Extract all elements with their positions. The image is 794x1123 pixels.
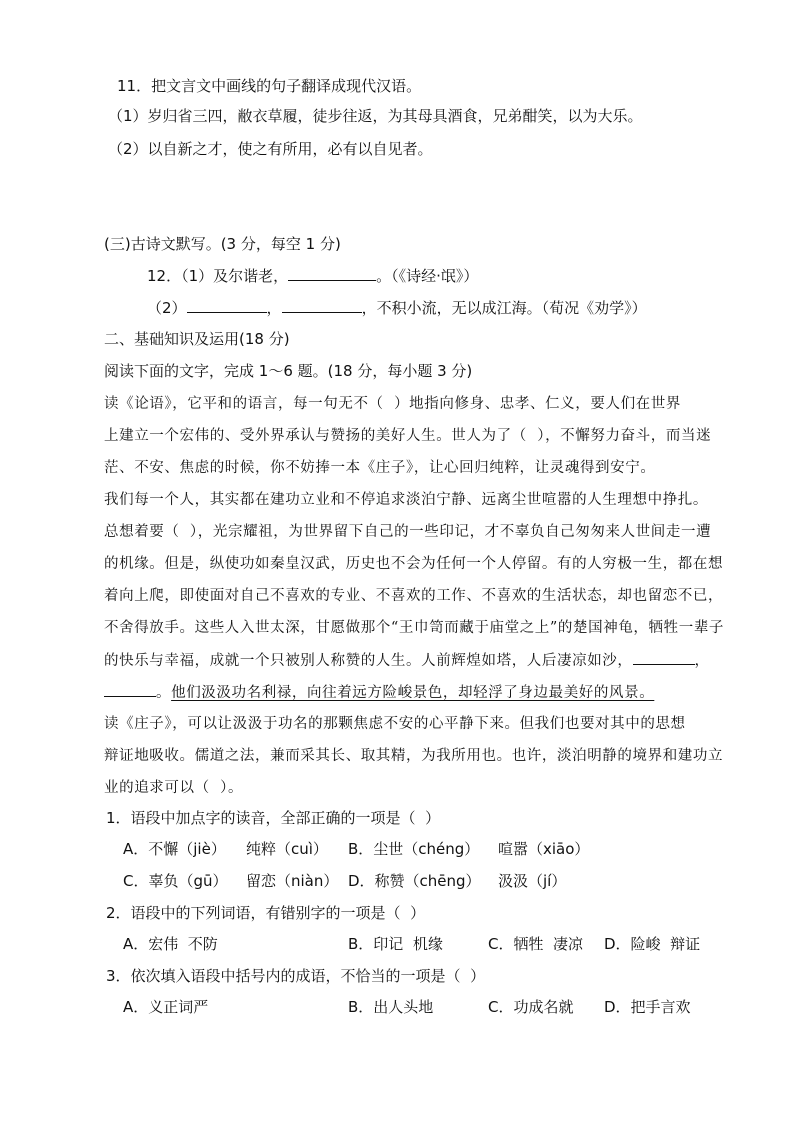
- question-3: 3．依次填入语段中括号内的成语，不恰当的一项是（ ）: [106, 967, 486, 985]
- option-a[interactable]: A．宏伟 不防: [123, 935, 218, 953]
- q11-title: 11．把文言文中画线的句子翻译成现代汉语。: [117, 77, 422, 95]
- q12-2-text-a: （2）: [147, 299, 187, 317]
- option-b[interactable]: B．出人头地: [348, 998, 434, 1016]
- question-2: 2．语段中的下列词语，有错别字的一项是（ ）: [106, 904, 426, 922]
- answer-blank[interactable]: [187, 298, 267, 313]
- option-b[interactable]: B．印记 机缘: [348, 935, 443, 953]
- option-b[interactable]: B．尘世（chéng）: [348, 840, 480, 858]
- option-d[interactable]: D．险峻 辩证: [604, 935, 701, 953]
- option-text: 汲汲（jí）: [498, 872, 567, 890]
- underlined-sentence: 他们汲汲功名利禄，向往着远方险峻景色，却轻浮了身边最美好的风景。: [171, 685, 655, 701]
- option-c[interactable]: C．辜负（gū）: [123, 872, 228, 890]
- q12-line-1: [147, 266, 478, 286]
- option-c[interactable]: C．牺牲 凄凉: [488, 935, 584, 953]
- passage-line: 总想着要（ ），光宗耀祖，为世界留下自己的一些印记，才不辜负自己匆匆来人世间走一遭: [104, 524, 712, 540]
- q12-2-text-c: ，不积小流，无以成江海。（荀况《劝学》）: [361, 299, 647, 317]
- option-a[interactable]: A．义正词严: [123, 998, 209, 1016]
- answer-blank[interactable]: [288, 266, 376, 281]
- q11-sentence-1: （1）岁归省三四，敝衣草履，徒步往返，为其母具酒食，兄弟酣笑，以为大乐。: [108, 107, 643, 125]
- q12-2-text-b: ，: [266, 299, 282, 317]
- answer-blank[interactable]: [104, 682, 156, 697]
- passage-line: 读《论语》，它平和的语言，每一句无不（ ）地指向修身、忠孝、仁义，要人们在世界: [104, 396, 681, 412]
- option-a[interactable]: A．不懈（jiè）: [123, 840, 226, 858]
- passage-line: 业的追求可以（ ）。: [104, 780, 244, 796]
- passage-line: 着向上爬，即使面对自己不喜欢的专业、不喜欢的工作、不喜欢的生活状态，却也留恋不已，: [104, 588, 724, 604]
- passage-line: 读《庄子》，可以让汲汲于功名的那颗焦虑不安的心平静下来。但我们也要对其中的思想: [104, 716, 686, 732]
- option-text: 纯粹（cuì）: [246, 840, 328, 858]
- passage-line: 茫、不安、焦虑的时候，你不妨捧一本《庄子》，让心回归纯粹，让灵魂得到安宁。: [104, 460, 656, 476]
- option-d[interactable]: D．称赞（chēng）: [348, 872, 481, 890]
- answer-blank[interactable]: [282, 298, 362, 313]
- option-text: 喧嚣（xiāo）: [498, 840, 590, 858]
- passage-line: 的机缘。但是，纵使功如秦皇汉武，历史也不会为任何一个人停留。有的人穷极一生，都在想: [104, 556, 724, 572]
- q12-1-text-b: 。（《诗经·氓》）: [376, 267, 479, 285]
- part2-title: 二、基础知识及运用(18 分): [104, 330, 290, 348]
- passage-text: ，: [694, 653, 710, 669]
- passage-line: 不舍得放手。这些人入世太深，甘愿做那个“王巾笥而藏于庙堂之上”的楚国神龟，牺牲一辈子: [104, 620, 725, 636]
- section3-title: (三)古诗文默写。(3 分，每空 1 分): [104, 235, 341, 253]
- passage-text: 。: [156, 685, 172, 701]
- question-1: 1．语段中加点字的读音，全部正确的一项是（ ）: [106, 809, 441, 827]
- answer-blank[interactable]: [633, 650, 695, 665]
- part2-intro: 阅读下面的文字，完成 1～6 题。(18 分，每小题 3 分): [104, 362, 473, 380]
- option-c[interactable]: C．功成名就: [488, 998, 574, 1016]
- passage-line: 辩证地吸收。儒道之法，兼而采其长、取其精，为我所用也。也许，淡泊明静的境界和建功立: [104, 748, 724, 764]
- q12-line-2: [147, 298, 647, 318]
- q11-sentence-2: （2）以自新之才，使之有所用，必有以自见者。: [108, 140, 433, 158]
- option-text: 留恋（niàn）: [246, 872, 339, 890]
- q12-1-text-a: 12．（1）及尔谐老，: [147, 267, 289, 285]
- passage-line: 我们每一个人，其实都在建功立业和不停追求淡泊宁静、远离尘世喧嚣的人生理想中挣扎。: [104, 492, 708, 508]
- passage-line-with-blank: [104, 682, 654, 703]
- passage-line-with-blank: [104, 650, 710, 671]
- passage-line: 上建立一个宏伟的、受外界承认与赞扬的美好人生。世人为了（ ），不懈努力奋斗，而当迷: [104, 428, 712, 444]
- passage-text: 的快乐与幸福，成就一个只被别人称赞的人生。人前辉煌如塔，人后凄凉如沙，: [104, 653, 633, 669]
- option-d[interactable]: D．把手言欢: [604, 998, 691, 1016]
